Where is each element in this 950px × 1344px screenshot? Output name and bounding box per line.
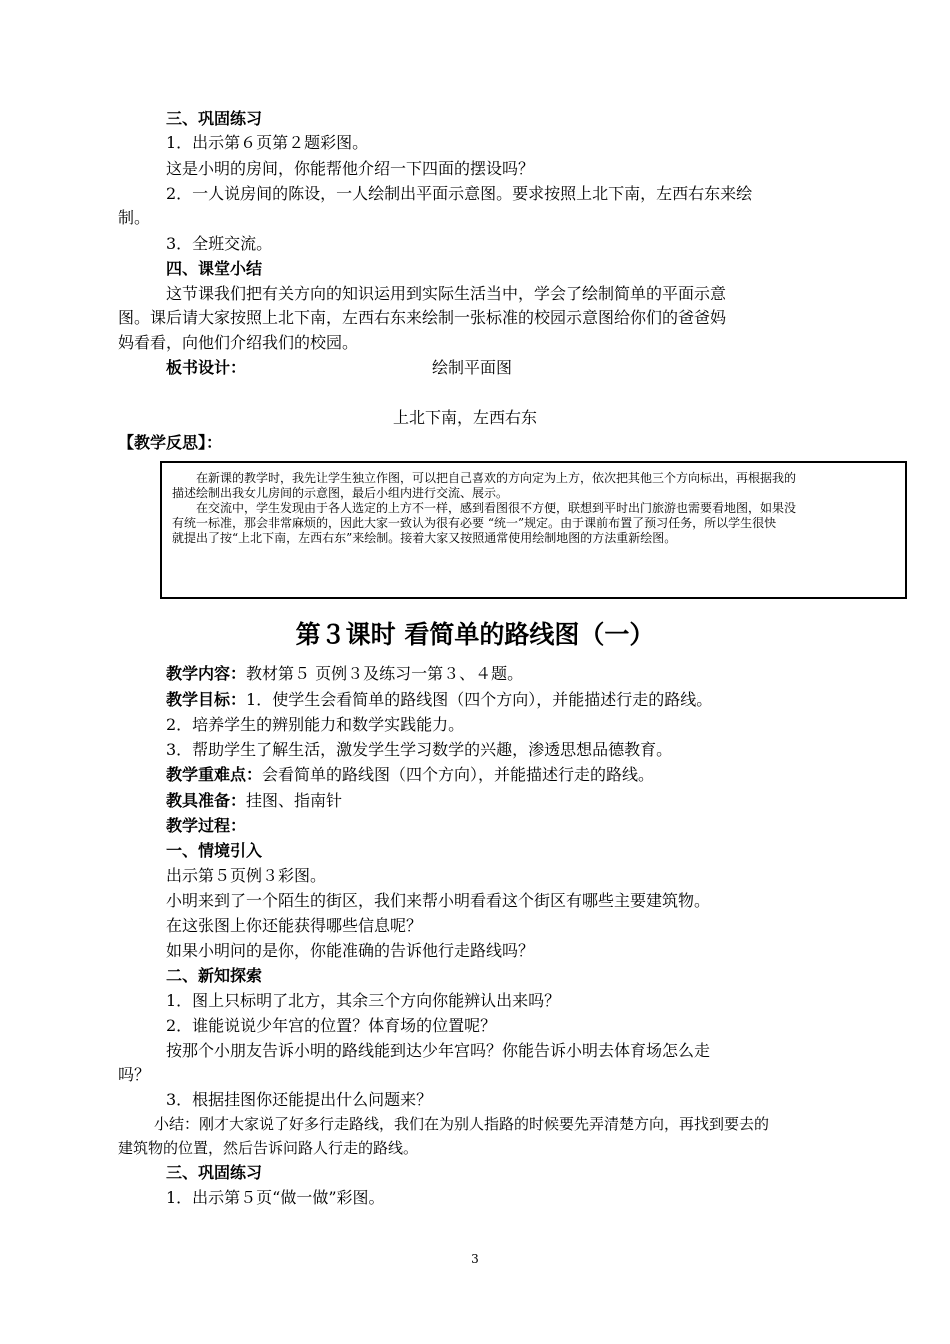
intro-line: 如果小明问的是你，你能准确的告诉他行走路线吗？ xyxy=(166,941,535,960)
goal-3: 3．帮助学生了解生活，激发学生学习数学的兴趣，渗透思想品德教育。 xyxy=(166,740,673,759)
goal-1: 1．使学生会看简单的路线图（四个方向），并能描述行走的路线。 xyxy=(246,690,713,709)
summary-line-1: 这节课我们把有关方向的知识运用到实际生活当中，学会了绘制简单的平面示意 xyxy=(166,284,727,303)
intro-line: 出示第５页例３彩图。 xyxy=(166,866,327,885)
section-heading-intro: 一、情境引入 xyxy=(166,841,263,860)
reflection-box xyxy=(160,461,907,599)
explore-item-1: 1．图上只标明了北方，其余三个方向你能辨认出来吗？ xyxy=(166,991,561,1010)
teaching-goals-label: 教学目标： xyxy=(166,690,247,709)
tools-label: 教具准备： xyxy=(166,791,247,810)
key-points-text: 会看简单的路线图（四个方向），并能描述行走的路线。 xyxy=(262,765,655,784)
practice-item-2-line-1: 2．一人说房间的陈设，一人绘制出平面示意图。要求按照上北下南，左西右东来绘 xyxy=(166,184,753,203)
teaching-process-label: 教学过程： xyxy=(166,816,247,835)
reflection-line: 在新课的教学时，我先让学生独立作图，可以把自己喜欢的方向定为上方，依次把其他三个方向标出，再根据我的 xyxy=(196,471,797,485)
section-heading-explore: 二、新知探索 xyxy=(166,966,263,985)
explore-item-2b-line-1: 按那个小朋友告诉小明的路线能到达少年宫吗？你能告诉小明去体育场怎么走 xyxy=(166,1041,711,1060)
teaching-goals xyxy=(166,689,712,711)
lesson-summary-line-2: 建筑物的位置，然后告诉问路人行走的路线。 xyxy=(118,1139,419,1157)
teaching-content-label: 教学内容： xyxy=(166,664,247,683)
board-design-label: 板书设计： xyxy=(166,358,247,377)
teaching-content-text: 教材第５ 页例３及练习一第３、４题。 xyxy=(246,664,524,683)
key-points-label: 教学重难点： xyxy=(166,765,263,784)
tools-text: 挂图、指南针 xyxy=(246,791,343,810)
section-heading-practice-2: 三、巩固练习 xyxy=(166,1163,263,1182)
intro-line: 在这张图上你还能获得哪些信息呢？ xyxy=(166,916,423,935)
page-number: 3 xyxy=(471,1252,479,1266)
section-heading-summary: 四、课堂小结 xyxy=(166,259,263,278)
reflection-line: 在交流中，学生发现由于各人选定的上方不一样，感到看图很不方便，联想到平时出门旅游也需要看地图，如果没 xyxy=(196,501,797,515)
board-design-title: 绘制平面图 xyxy=(432,358,513,377)
reflection-line: 有统一标准，那会非常麻烦的，因此大家一致认为很有必要 “统一”规定。由于课前布置了预习任务，所以学生很快 xyxy=(172,516,777,530)
practice-2-item-1: 1．出示第５页“做一做”彩图。 xyxy=(166,1188,385,1207)
practice-item-2-line-2: 制。 xyxy=(118,208,151,227)
reflection-heading: 【教学反思】： xyxy=(118,433,223,452)
reflection-line: 描述绘制出我女儿房间的示意图，最后小组内进行交流、展示。 xyxy=(172,486,509,500)
lesson-summary-line-1: 小结：刚才大家说了好多行走路线，我们在为别人指路的时候要先弄清楚方向，再找到要去的 xyxy=(154,1115,770,1133)
practice-item-3: 3．全班交流。 xyxy=(166,234,273,253)
reflection-line: 就提出了按“上北下南，左西右东”来绘制。接着大家又按照通常使用绘制地图的方法重新绘图。 xyxy=(172,531,677,545)
lesson-title: 第３课时 看简单的路线图（一） xyxy=(295,620,655,649)
teaching-tools xyxy=(166,790,342,812)
teaching-key-points xyxy=(166,764,654,786)
goal-2: 2．培养学生的辨别能力和数学实践能力。 xyxy=(166,715,465,734)
intro-line: 小明来到了一个陌生的街区，我们来帮小明看看这个街区有哪些主要建筑物。 xyxy=(166,891,711,910)
summary-line-2: 图。课后请大家按照上北下南，左西右东来绘制一张标准的校园示意图给你们的爸爸妈 xyxy=(118,308,727,327)
board-design-content: 上北下南，左西右东 xyxy=(393,408,538,427)
practice-item-1: 1．出示第６页第２题彩图。 xyxy=(166,133,369,152)
explore-item-3: 3．根据挂图你还能提出什么问题来？ xyxy=(166,1090,433,1109)
summary-line-3: 妈看看，向他们介绍我们的校园。 xyxy=(118,333,359,352)
explore-item-2: 2．谁能说说少年宫的位置？体育场的位置呢？ xyxy=(166,1016,497,1035)
explore-item-2b-line-2: 吗？ xyxy=(118,1065,151,1084)
teaching-content xyxy=(166,663,523,685)
practice-item-1-question: 这是小明的房间，你能帮他介绍一下四面的摆设吗？ xyxy=(166,159,535,178)
section-heading-practice: 三、巩固练习 xyxy=(166,109,263,128)
